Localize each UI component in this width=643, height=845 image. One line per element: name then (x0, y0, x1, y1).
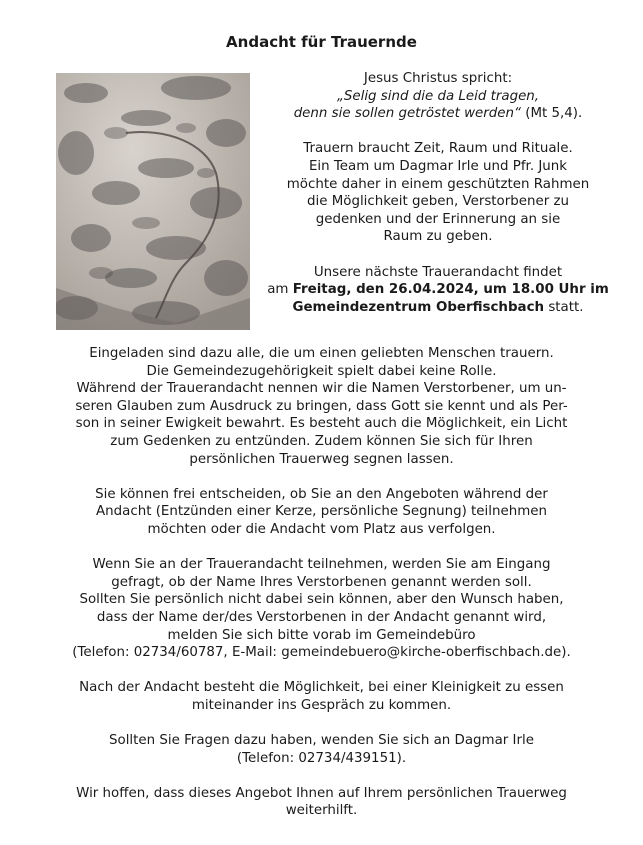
intro-text (252, 70, 624, 334)
date-paragraph: Unsere nächste Trauerandacht findet am Freitag, den 26.04.2024, um 18.00 Uhr im Gemeindezentrum Oberfischbach statt. (267, 264, 609, 315)
paragraph: Sie können frei entscheiden, ob Sie an den Angeboten während der Andacht (Entzünden einer Kerze, persönliche Segnung) teilnehmen möchten oder die Andacht vom Platz aus verfolgen. (95, 486, 548, 537)
intro-paragraph: Trauern braucht Zeit, Raum und Rituale. Ein Team um Dagmar Irle und Pfr. Junk möchte daher in einem geschützten Rahmen die Möglichkeit geben, Verstorbener zu gedenken und der Erinnerung an sie Raum zu geben. (286, 141, 590, 245)
paragraph: Sollten Sie Fragen dazu haben, wenden Sie sich an Dagmar Irle (Telefon: 02734/439151). (109, 733, 534, 766)
paragraph: Wir hoffen, dass dieses Angebot Ihnen auf Ihrem persönlichen Trauerweg weiterhilft. (76, 785, 567, 819)
location: Gemeindezentrum Oberfischbach (292, 299, 545, 315)
date-time: Freitag, den 26.04.2024, um 18.00 Uhr im (292, 282, 609, 298)
page-title: Andacht für Trauernde (226, 33, 417, 51)
stone-with-leaf-shadows-icon (56, 73, 250, 330)
speaker-line: Jesus Christus spricht: (363, 71, 513, 86)
quote-line: „Selig sind die da Leid tragen, (336, 88, 540, 104)
paragraph: Nach der Andacht besteht die Möglichkeit, bei einer Kleinigkeit zu essen miteinander ins Gespräch zu kommen. (79, 680, 564, 713)
paragraph: Eingeladen sind dazu alle, die um einen geliebten Menschen trauern. Die Gemeindezugehörigkeit spielt dabei keine Rolle. Während der Trauerandacht nennen wir die Namen Verstorbener, um un- seren Glauben zum Ausdruck zu bringen, dass Gott sie kennt und als Per- son in seiner Ewigkeit bewahrt. Es besteht auch die Möglichkeit, ein Licht zum Gedenken zu entzünden. Zudem können Sie sich für Ihren persönlichen Trauerweg segnen lassen. (75, 346, 568, 467)
paragraph: Wenn Sie an der Trauerandacht teilnehmen, werden Sie am Eingang gefragt, ob der Name Ihres Verstorbenen genannt werden soll. Sollten Sie persönlich nicht dabei sein können, aber den Wunsch haben, dass der Name der/des Verstorbenen in der Andacht genannt wird, melden Sie sich bitte vorab im Gemeindebüro (Telefon: 02734/60787, E-Mail: gemeindebuero@kirche-oberfischbach.de). (72, 557, 571, 661)
photo (56, 73, 250, 330)
body-text (30, 345, 613, 838)
quote-line: denn sie sollen getröstet werden“ (Mt 5,4). (293, 106, 583, 122)
